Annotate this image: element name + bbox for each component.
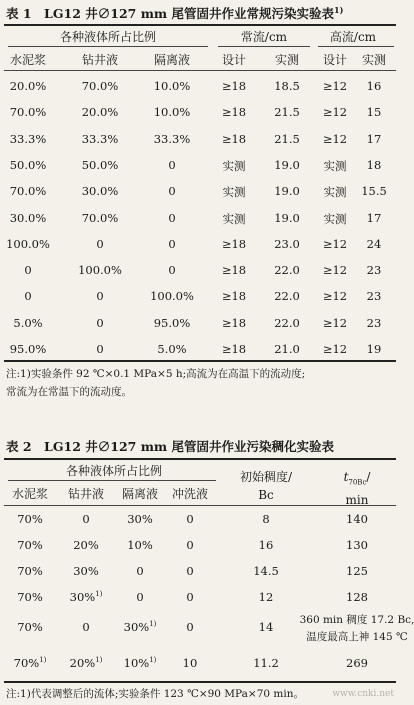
table2-cell: 0 [186, 564, 194, 578]
table1-cell: 18.5 [274, 79, 300, 93]
table1-subheader: 设计 [221, 53, 247, 67]
table2-cell: 70% [17, 620, 43, 634]
table2-cell-consistency: 14 [258, 620, 274, 634]
table2-top-rule [4, 458, 396, 460]
table1-cell: 5.0% [13, 316, 43, 330]
table2-cell: 30% [73, 564, 99, 578]
table1-caption: 表 1 LG12 井∅127 mm 尾管固井作业常规污染实验表$^{1)}$ [6, 4, 344, 21]
table1-subheader: 实测 [361, 53, 387, 67]
table1-cell: 21.0 [274, 342, 300, 356]
table2-cell: 0 [186, 512, 194, 526]
table1-cell: 23.0 [274, 237, 300, 251]
table1-cell: 23 [366, 263, 382, 277]
table1-cell: 70.0% [9, 105, 47, 119]
table1-cell: 15 [366, 105, 382, 119]
table1-group-header-high-flow: 高流/cm [329, 30, 377, 44]
table1-cell: 100.0% [150, 289, 194, 303]
table1-cell: 19.0 [274, 158, 300, 172]
table1-cell: 19.0 [274, 211, 300, 225]
table2-cell: 30% [127, 512, 153, 526]
table1-cell: 10.0% [153, 79, 191, 93]
table1-group-header-normal-flow: 常流/cm [240, 30, 288, 44]
table2-caption: 表 2 LG12 井∅127 mm 尾管固井作业污染稠化实验表 [6, 439, 335, 454]
table1-cell: 实测 [323, 159, 347, 173]
table2-cell: 10%$^{1)}$ [123, 656, 157, 670]
table1-cell: 19.0 [274, 184, 300, 198]
table2-subheader: 隔离液 [121, 487, 159, 501]
table2-cell: 70% [17, 538, 43, 552]
table1-cell: ≥12 [322, 132, 348, 146]
table1-cell: ≥12 [322, 79, 348, 93]
table1-cell: 实测 [222, 185, 246, 199]
table1-cell: 0 [24, 263, 32, 277]
table1-cell: 10.0% [153, 105, 191, 119]
table1-cell: 0 [96, 316, 104, 330]
table2-cell: 20% [73, 538, 99, 552]
table2-group-rule-ratio [8, 480, 216, 481]
table1-cell: 100.0% [78, 263, 122, 277]
table1-cell: 17 [366, 211, 382, 225]
table1-group-rule-ratio [8, 46, 208, 47]
table1-cell: 95.0% [153, 316, 191, 330]
table1-cell: 95.0% [9, 342, 47, 356]
table1-cell: ≥18 [221, 316, 247, 330]
table1-cell: 100.0% [6, 237, 50, 251]
table1-subheader: 水泥浆 [9, 53, 47, 67]
table1-cell: ≥12 [322, 342, 348, 356]
table1-cell: 0 [168, 263, 176, 277]
table1-cell: ≥12 [322, 237, 348, 251]
table2-header-thickening-time: $t_{70Bc}/$ min [343, 470, 371, 508]
table1-cell: ≥12 [322, 105, 348, 119]
table2-cell-time-note: 温度最高上神 145 ℃ [306, 631, 408, 643]
table2-cell-consistency: 14.5 [253, 564, 279, 578]
table1-cell: 实测 [323, 212, 347, 226]
table2-note: 注:1)代表调整后的流体;实验条件 123 ℃×90 MPa×70 min。 [6, 688, 304, 700]
table1-cell: 实测 [222, 159, 246, 173]
table1-note-line2: 常流为在常温下的流动度。 [6, 386, 132, 398]
table1-cell: 33.3% [153, 132, 191, 146]
table2-cell: 70%$^{1)}$ [13, 656, 47, 670]
table1-top-rule [4, 24, 396, 26]
table1-cell: ≥12 [322, 316, 348, 330]
table2-subheader: 冲洗液 [171, 487, 209, 501]
table1-cell: ≥12 [322, 289, 348, 303]
table2-cell: 0 [82, 512, 90, 526]
table1-header-rule [4, 70, 396, 71]
table1-cell: 24 [366, 237, 382, 251]
table1-cell: 0 [96, 289, 104, 303]
table2-cell: 0 [136, 564, 144, 578]
table2-group-header-ratio: 各种液体所占比例 [65, 464, 163, 478]
table1-cell: 0 [168, 184, 176, 198]
table1-cell: 实测 [222, 212, 246, 226]
table1-cell: ≥18 [221, 132, 247, 146]
table1-cell: 70.0% [9, 184, 47, 198]
table1-cell: ≥18 [221, 105, 247, 119]
table2-cell-consistency: 12 [258, 590, 274, 604]
table2-cell: 30%$^{1)}$ [123, 620, 157, 634]
table1-cell: 33.3% [81, 132, 119, 146]
table1-subheader: 钻井液 [81, 53, 119, 67]
table1-cell: 21.5 [274, 105, 300, 119]
table2-cell: 70% [17, 512, 43, 526]
table2-cell-consistency: 11.2 [253, 656, 279, 670]
table1-cell: 19 [366, 342, 382, 356]
table2-cell: 30%$^{1)}$ [69, 590, 103, 604]
table1-group-header-ratio: 各种液体所占比例 [59, 30, 157, 44]
table1-cell: ≥18 [221, 289, 247, 303]
table1-cell: 70.0% [81, 211, 119, 225]
table2-cell: 0 [82, 620, 90, 634]
table2-cell-consistency: 8 [262, 512, 270, 526]
table1-cell: 70.0% [81, 79, 119, 93]
table1-cell: 17 [366, 132, 382, 146]
table2-subheader: 水泥浆 [11, 487, 49, 501]
table1-cell: ≥18 [221, 79, 247, 93]
table2-cell: 0 [136, 590, 144, 604]
table1-cell: 33.3% [9, 132, 47, 146]
table2-cell: 0 [186, 620, 194, 634]
table1-subheader: 隔离液 [153, 53, 191, 67]
table1-cell: 22.0 [274, 289, 300, 303]
table2-cell-time: 269 [346, 656, 368, 670]
table2-subheader: 钻井液 [67, 487, 105, 501]
table1-cell: 22.0 [274, 263, 300, 277]
watermark-logo: www.cnki.net [332, 689, 394, 699]
table1-cell: 30.0% [9, 211, 47, 225]
table1-subheader: 设计 [322, 53, 348, 67]
table2-header-rule [4, 505, 396, 506]
table1-cell: 20.0% [81, 105, 119, 119]
table1-cell: 16 [366, 79, 382, 93]
table1-cell: ≥18 [221, 263, 247, 277]
table1-note-line1: 注:1)实验条件 92 ℃×0.1 MPa×5 h;高流为在高温下的流动度; [6, 368, 306, 380]
table1-cell: 0 [96, 237, 104, 251]
table1-cell: 实测 [323, 185, 347, 199]
table1-group-rule-high [318, 46, 394, 47]
table1-cell: 5.0% [157, 342, 187, 356]
table1-cell: ≥12 [322, 263, 348, 277]
table1-cell: 23 [366, 289, 382, 303]
table1-cell: 30.0% [81, 184, 119, 198]
table2-bottom-rule [4, 681, 396, 683]
table1-group-rule-normal [218, 46, 310, 47]
table1-subheader: 实测 [274, 53, 300, 67]
table1-cell: 0 [96, 342, 104, 356]
table2-cell-time: 130 [346, 538, 368, 552]
table1-cell: 21.5 [274, 132, 300, 146]
table1-cell: 15.5 [361, 184, 387, 198]
table2-cell: 20%$^{1)}$ [69, 656, 103, 670]
table2-cell: 70% [17, 564, 43, 578]
table2-cell-time: 125 [346, 564, 368, 578]
table2-cell-time-note: 360 min 稠度 17.2 Bc, [299, 614, 414, 626]
table2-cell: 0 [186, 538, 194, 552]
table1-cell: 18 [366, 158, 382, 172]
table2-cell-time: 140 [346, 512, 368, 526]
table2-header-consistency: 初始稠度/ Bc [239, 470, 293, 502]
table1-cell: 0 [168, 237, 176, 251]
table1-cell: 0 [168, 158, 176, 172]
table1-cell: 23 [366, 316, 382, 330]
table1-cell: 50.0% [9, 158, 47, 172]
table1-bottom-rule [4, 360, 396, 362]
table2-cell: 0 [186, 590, 194, 604]
table1-cell: 0 [24, 289, 32, 303]
table1-cell: 20.0% [9, 79, 47, 93]
table1-cell: 0 [168, 211, 176, 225]
table2-cell: 70% [17, 590, 43, 604]
table1-cell: ≥18 [221, 342, 247, 356]
table2-cell-time: 128 [346, 590, 368, 604]
table2-cell: 10% [127, 538, 153, 552]
table1-cell: ≥18 [221, 237, 247, 251]
table1-cell: 50.0% [81, 158, 119, 172]
table1-cell: 22.0 [274, 316, 300, 330]
table2-cell-consistency: 16 [258, 538, 274, 552]
table2-cell: 10 [182, 656, 198, 670]
